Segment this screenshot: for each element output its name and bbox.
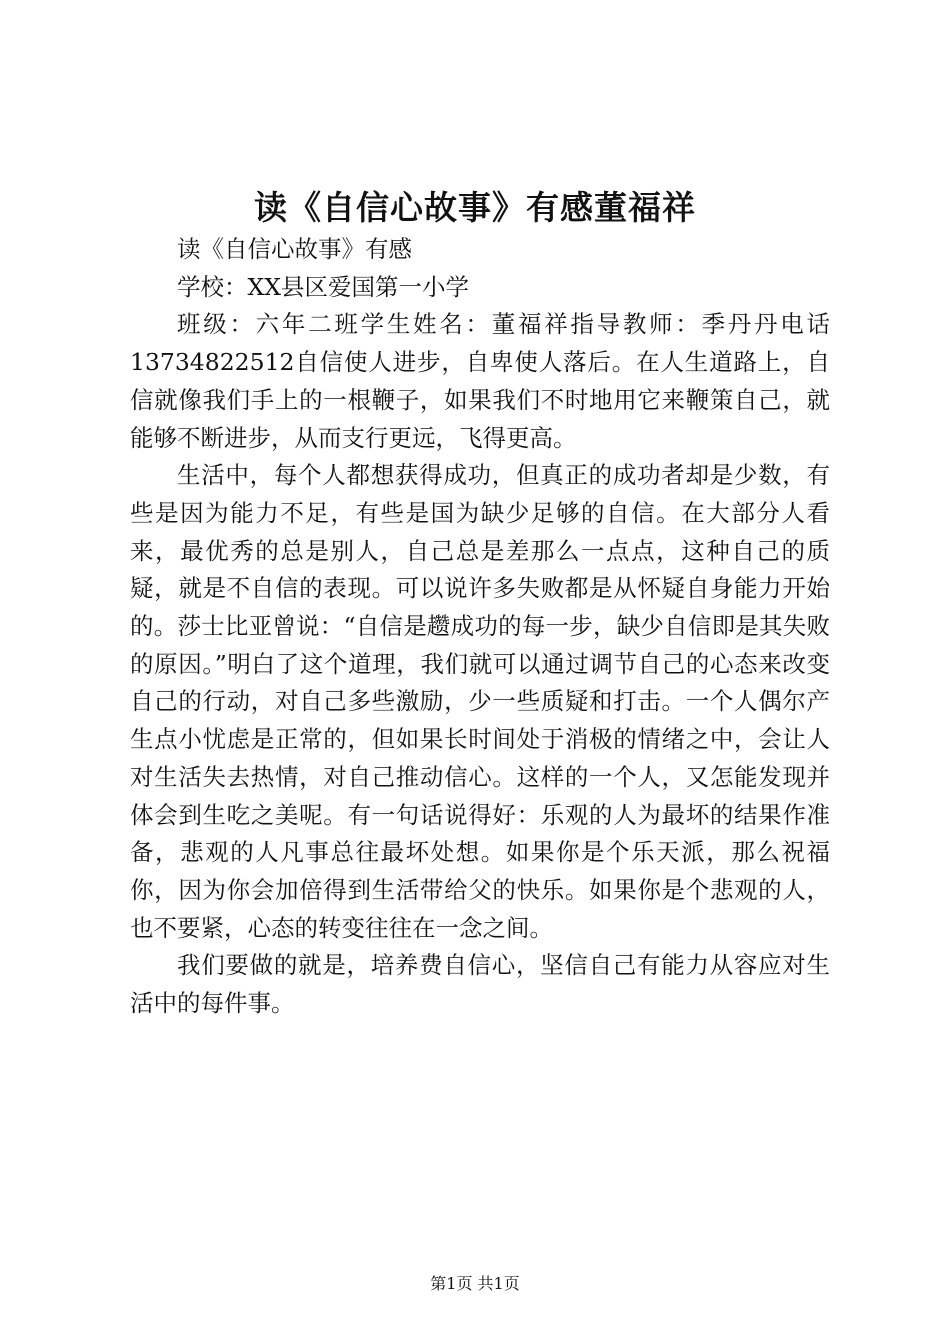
page-footer: 第1页 共1页 <box>430 1274 520 1293</box>
paragraph-intro: 班级：六年二班学生姓名：董福祥指导教师：季丹丹电话13734822512自信使人进步，自卑使人落后。在人生道路上，自信就像我们手上的一根鞭子，如果我们不时地用它来鞭策自己，就能够不断进步，从而支行更远，飞得更高。 <box>130 310 830 452</box>
document-body <box>130 231 830 1023</box>
paragraph-school: 学校：XX县区爱国第一小学 <box>177 272 469 301</box>
paragraph-main: 生活中，每个人都想获得成功，但真正的成功者却是少数，有些是因为能力不足，有些是国为缺少足够的自信。在大部分人看来，最优秀的总是别人，自己总是差那么一点点，这种自己的质疑，就是不自信的表现。可以说许多失败都是从怀疑自身能力开始的。莎士比亚曾说：“自信是趱成功的每一步，缺少自信即是其失败的原因。”明白了这个道理，我们就可以通过调节自己的心态来改变自己的行动，对自己多些激励，少一些质疑和打击。一个人偶尔产生点小忧虑是正常的，但如果长时间处于消极的情绪之中，会让人对生活失去热情，对自己推动信心。这样的一个人，又怎能发现并体会到生吃之美呢。有一句话说得好：乐观的人为最坏的结果作准备，悲观的人凡事总往最坏处想。如果你是个乐天派，那么祝福你，因为你会加倍得到生活带给父的快乐。如果你是个悲观的人，也不要紧，心态的转变往往在一念之间。 <box>130 461 830 942</box>
paragraph-essay-title: 读《自信心故事》有感 <box>177 235 412 263</box>
paragraph-conclusion: 我们要做的就是，培养费自信心，坚信自己有能力从容应对生活中的每件事。 <box>130 951 830 1018</box>
document-title: 读《自信心故事》有感董福祥 <box>254 188 696 227</box>
